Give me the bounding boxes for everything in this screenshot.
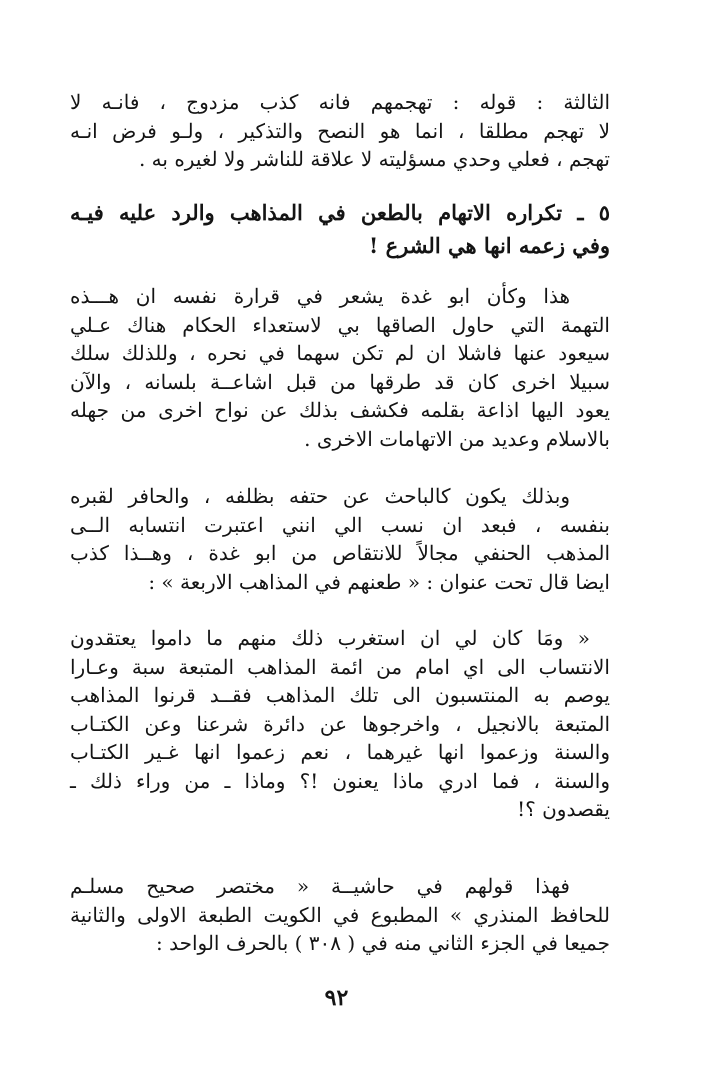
paragraph-third-point <box>70 88 610 174</box>
quoted-paragraph <box>70 624 610 824</box>
text-line: جميعا في الجزء الثاني منه في ( ٣٠٨ ) بالحرف الواحد : <box>155 931 610 955</box>
text-line: « ومَا كان لي ان استغرب ذلك منهم ما داموا يعتقدون <box>70 626 590 650</box>
text-line: يقصدون ؟! <box>517 797 610 821</box>
paragraph-like-the-seeker <box>70 482 610 596</box>
heading-line: ٥ ـ تكراره الاتهام بالطعن في المذاهب والرد عليه فيـه <box>70 200 610 225</box>
text-line: بنفسه ، فبعد ان نسب الي انني اعتبرت انتسابه الــى <box>70 512 610 537</box>
text-line: بالاسلام وعديد من الاتهامات الاخرى . <box>304 426 610 451</box>
text-line: الثالثة : قوله : تهجمهم فانه كذب مزدوج ، فانـه لا <box>70 90 610 114</box>
text-line: الانتساب الى اي امام من ائمة المذاهب المتبعة سبة وعـارا <box>70 654 610 679</box>
text-line: سبيلا اخرى كان قد طرقها من قبل اشاعــة بلسانه ، والآن <box>70 369 610 394</box>
text-line: ايضا قال تحت عنوان : « طعنهم في المذاهب الاربعة » : <box>148 569 610 594</box>
text-line: سيعود عنها فاشلا ان لم تكن سهما في نحره ، وللذلك سلك <box>70 341 610 365</box>
text-line: يوصم به المنتسبون الى تلك المذاهب فقــد قرنوا المذاهب <box>70 683 610 707</box>
text-line: فهذا قولهم في حاشيــة « مختصر صحيح مسلـم <box>70 874 570 898</box>
page-number: ٩٢ <box>324 985 349 1011</box>
text-line: هذا وكأن ابو غدة يشعر في قرارة نفسه ان هـــذه <box>70 284 571 308</box>
text-line: المتبعة بالانجيل ، واخرجوها عن دائرة شرعنا وعن الكتـاب <box>70 711 610 736</box>
text-line: للحافظ المنذري » المطبوع في الكويت الطبعة الاولى والثانية <box>70 902 610 927</box>
section-heading <box>70 196 610 262</box>
heading-line: وفي زعمه انها هي الشرع ! <box>369 233 610 258</box>
text-line: تهجم ، فعلي وحدي مسؤليته لا علاقة للناشر ولا لغيره به . <box>138 147 610 171</box>
text-line: والسنة ، فما ادري ماذا يعنون !؟ وماذا ـ من وراء ذلك ـ <box>70 768 610 793</box>
text-line: وبذلك يكون كالباحث عن حتفه بظلفه ، والحافر لقبره <box>70 484 570 508</box>
text-line: التهمة التي حاول الصاقها بي لاستعداء الحكام هناك عـلي <box>70 312 610 337</box>
text-line: والسنة وزعموا انها غيرهما ، نعم زعموا انها غـير الكتـاب <box>70 740 610 764</box>
text-line: يعود اليها اذاعة بقلمه فكشف بذلك عن نواح اخرى من جهله <box>70 398 610 422</box>
text-line: المذهب الحنفي مجالاً للانتقاص من ابو غدة ، وهــذا كذب <box>70 541 610 565</box>
paragraph-footnote-reference <box>70 872 610 958</box>
text-line: لا تهجم مطلقا ، انما هو النصح والتذكير ، ولـو فرض انـه <box>70 118 610 143</box>
paragraph-accusation <box>70 282 610 453</box>
